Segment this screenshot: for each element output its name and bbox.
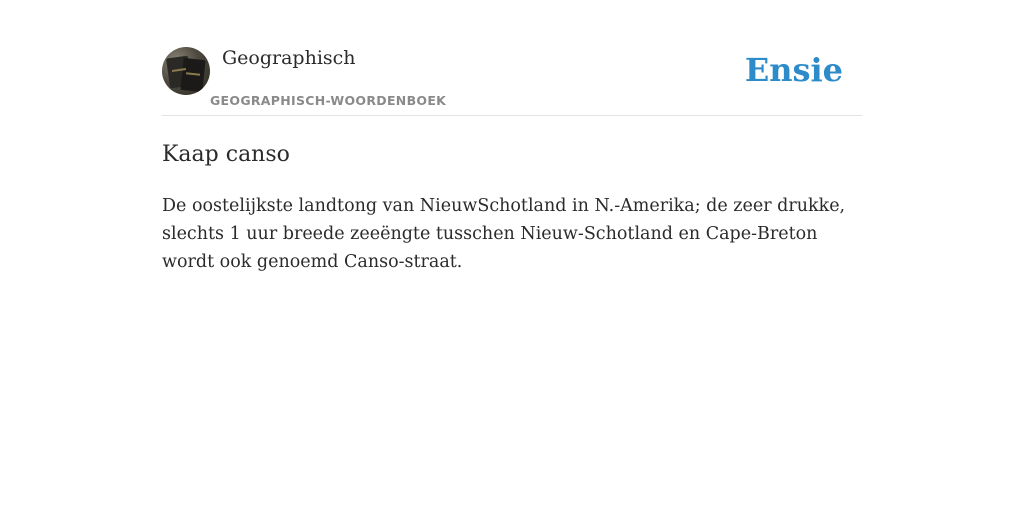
- entry-definition: De oostelijkste landtong van NieuwSchotland in N.-Amerika; de zeer drukke, slechts 1 uur breede zeeëngte tusschen Nieuw-Schotland en Cape-Breton wordt ook genoemd Canso-straat.: [162, 196, 846, 272]
- ensie-logo[interactable]: Ensie: [744, 51, 843, 89]
- entry-card: [162, 0, 862, 272]
- source-avatar[interactable]: [162, 47, 210, 95]
- source-name-link[interactable]: Geographisch: [222, 47, 356, 69]
- entry-header: [162, 0, 862, 116]
- source-slug-link[interactable]: GEOGRAPHISCH-WOORDENBOEK: [210, 93, 447, 108]
- entry-title: Kaap canso: [162, 142, 290, 167]
